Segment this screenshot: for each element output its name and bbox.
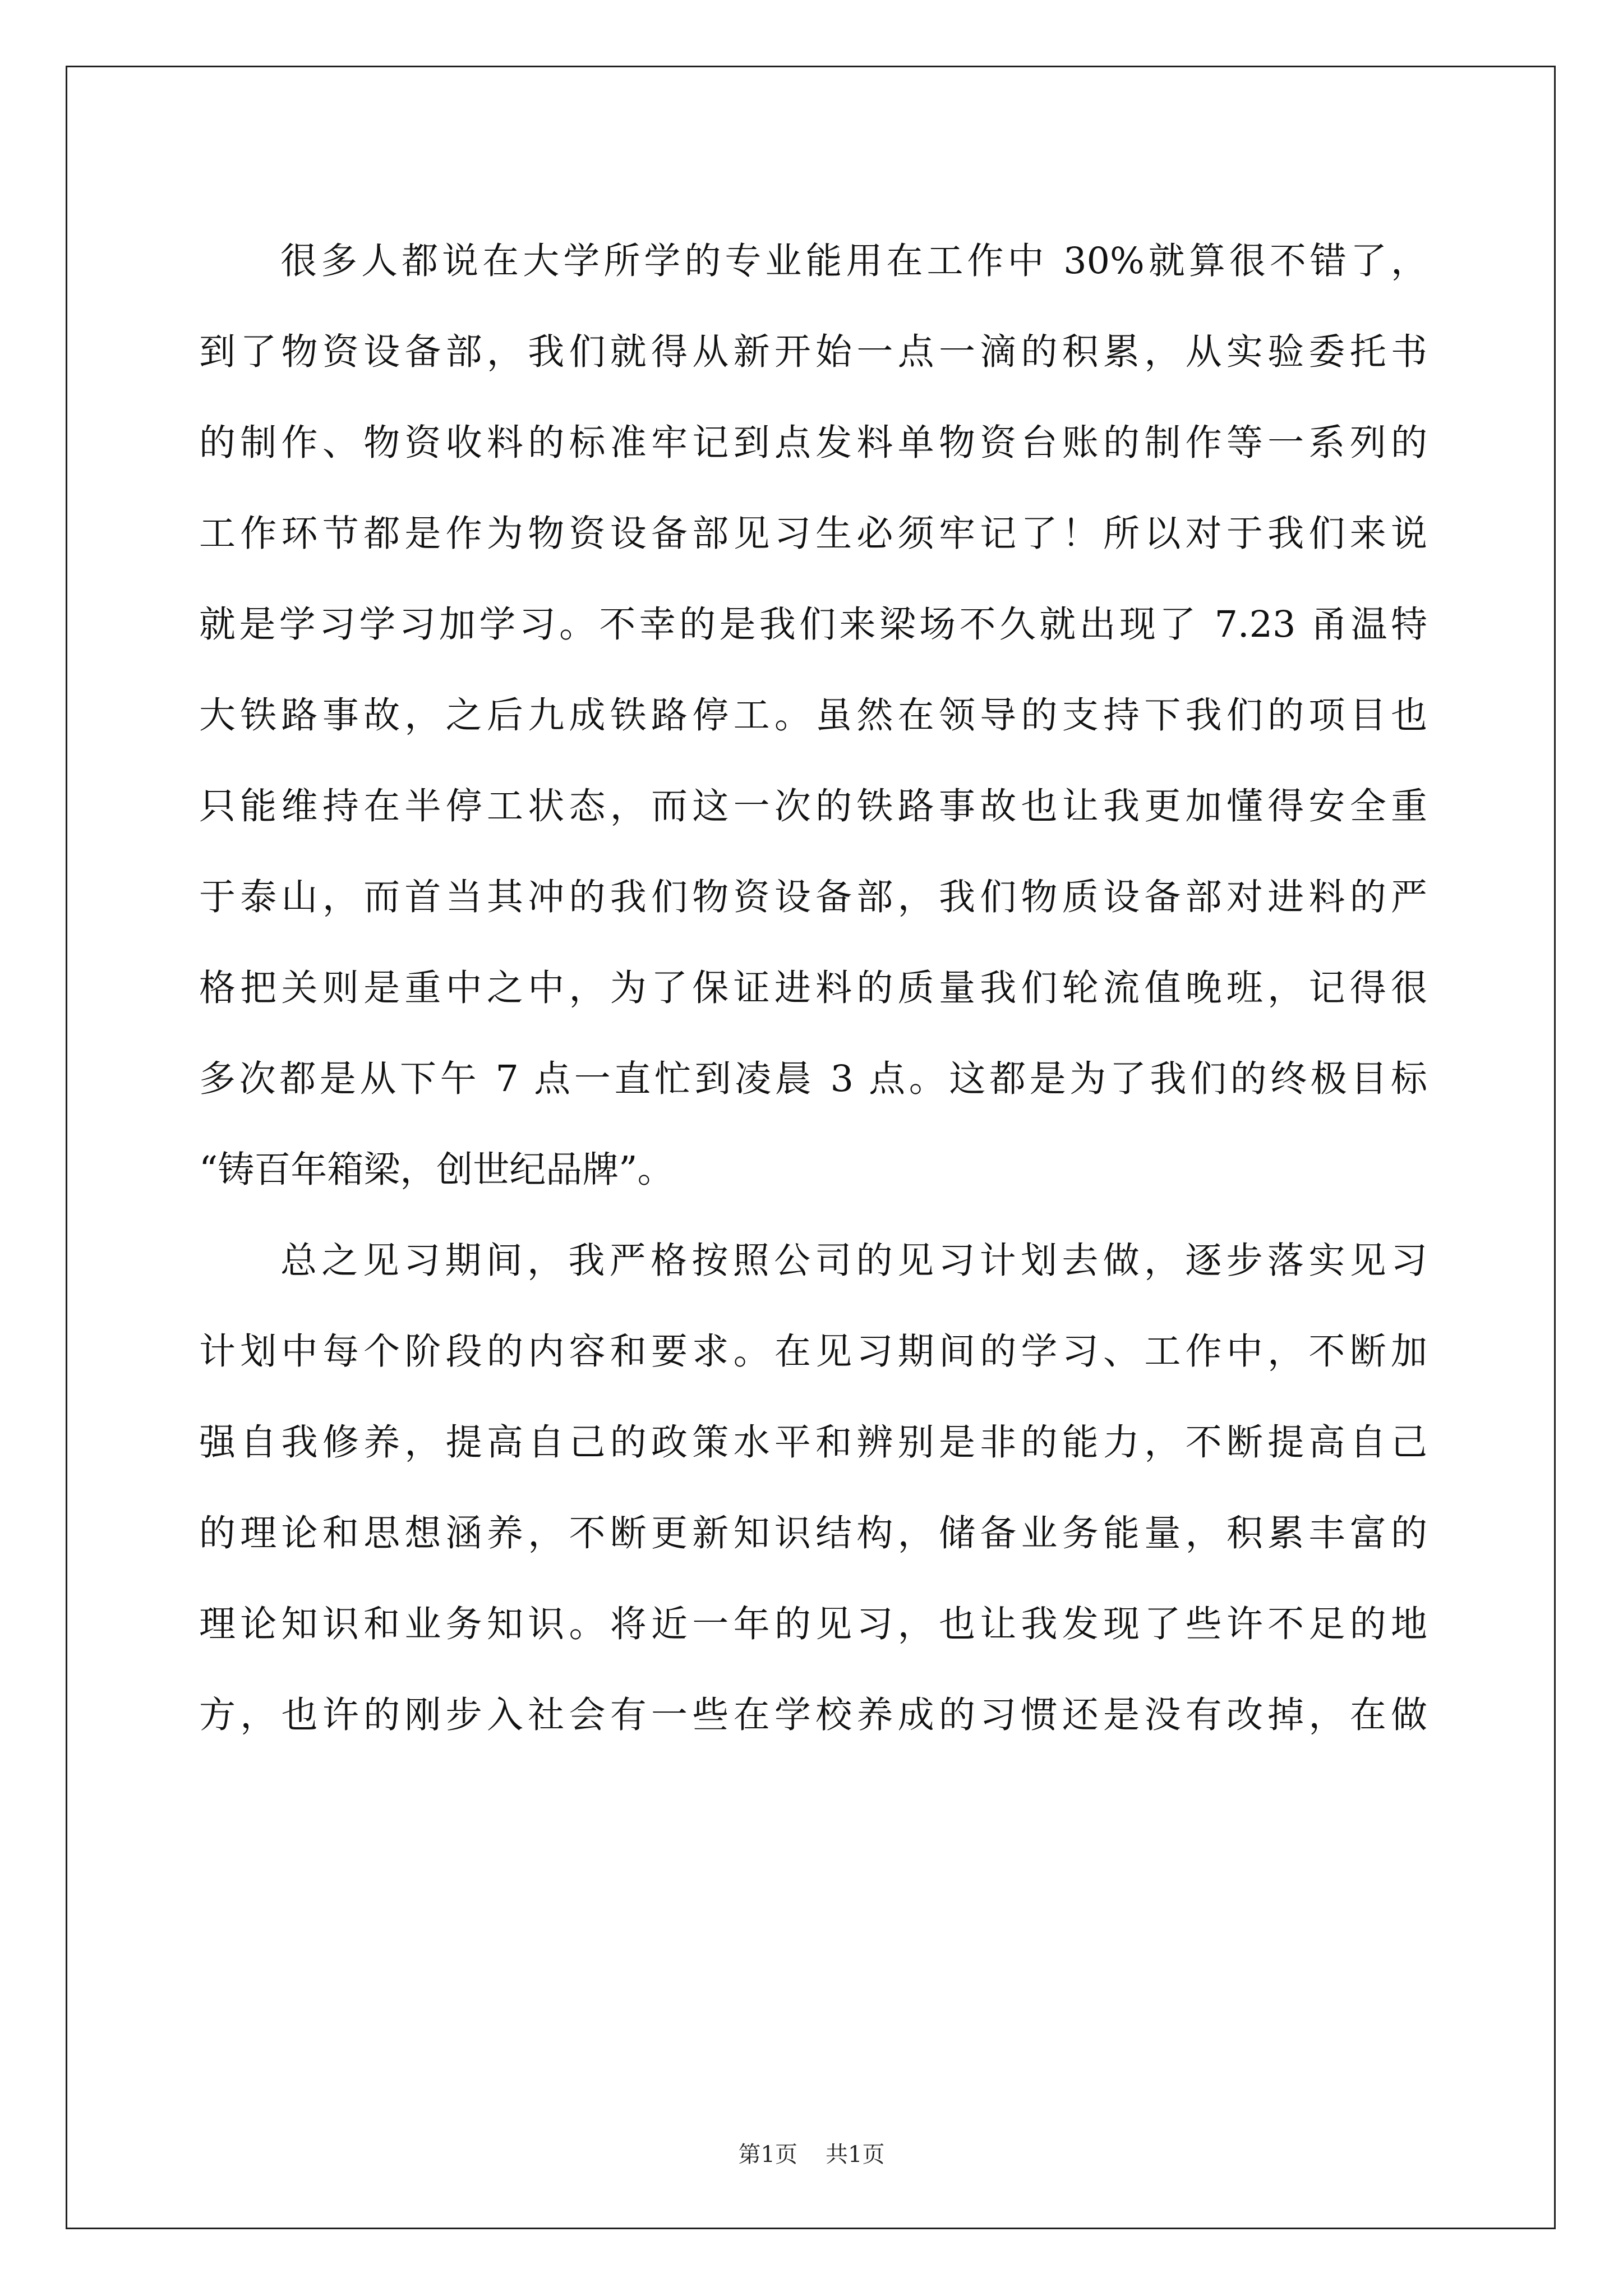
paragraph-2-line-3: 强自我修养，提高自己的政策水平和辨别是非的能力，不断提高自己 xyxy=(199,1421,1427,1464)
paragraph-1-line-7: 只能维持在半停工状态，而这一次的铁路事故也让我更加懂得安全重 xyxy=(199,785,1427,827)
paragraph-1-line-3: 的制作、物资收料的标准牢记到点发料单物资台账的制作等一系列的 xyxy=(199,422,1427,464)
paragraph-1-line-5: 就是学习学习加学习。不幸的是我们来梁场不久就出现了 7.23 甬温特 xyxy=(199,604,1427,646)
paragraph-1-line-9: 格把关则是重中之中，为了保证进料的质量我们轮流值晚班，记得很 xyxy=(199,967,1427,1009)
paragraph-1-line-11: “铸百年箱梁，创世纪品牌”。 xyxy=(199,1149,674,1191)
document-body xyxy=(199,216,1427,1761)
page-footer xyxy=(0,2138,1623,2171)
paragraph-2-line-1: 总之见习期间，我严格按照公司的见习计划去做，逐步落实见习 xyxy=(280,1240,1427,1282)
paragraph-1-line-4: 工作环节都是作为物资设备部见习生必须牢记了！所以对于我们来说 xyxy=(199,513,1427,555)
paragraph-2-line-4: 的理论和思想涵养，不断更新知识结构，储备业务能量，积累丰富的 xyxy=(199,1512,1427,1554)
paragraph-1-line-2: 到了物资设备部，我们就得从新开始一点一滴的积累，从实验委托书 xyxy=(199,331,1427,373)
paragraph-2-line-2: 计划中每个阶段的内容和要求。在见习期间的学习、工作中，不断加 xyxy=(199,1331,1427,1373)
page-number-total: 共1页 xyxy=(826,2142,885,2168)
paragraph-2-line-6: 方，也许的刚步入社会有一些在学校养成的习惯还是没有改掉，在做 xyxy=(199,1694,1427,1736)
paragraph-1-line-8: 于泰山，而首当其冲的我们物资设备部，我们物质设备部对进料的严 xyxy=(199,876,1427,918)
page-number-current: 第1页 xyxy=(738,2142,797,2168)
paragraph-1-line-10: 多次都是从下午 7 点一直忙到凌晨 3 点。这都是为了我们的终极目标 xyxy=(199,1058,1427,1100)
paragraph-1-line-6: 大铁路事故，之后九成铁路停工。虽然在领导的支持下我们的项目也 xyxy=(199,694,1427,737)
paragraph-2-line-5: 理论知识和业务知识。将近一年的见习，也让我发现了些许不足的地 xyxy=(199,1603,1427,1645)
paragraph-1-line-1: 很多人都说在大学所学的专业能用在工作中 30%就算很不错了， xyxy=(280,240,1427,282)
